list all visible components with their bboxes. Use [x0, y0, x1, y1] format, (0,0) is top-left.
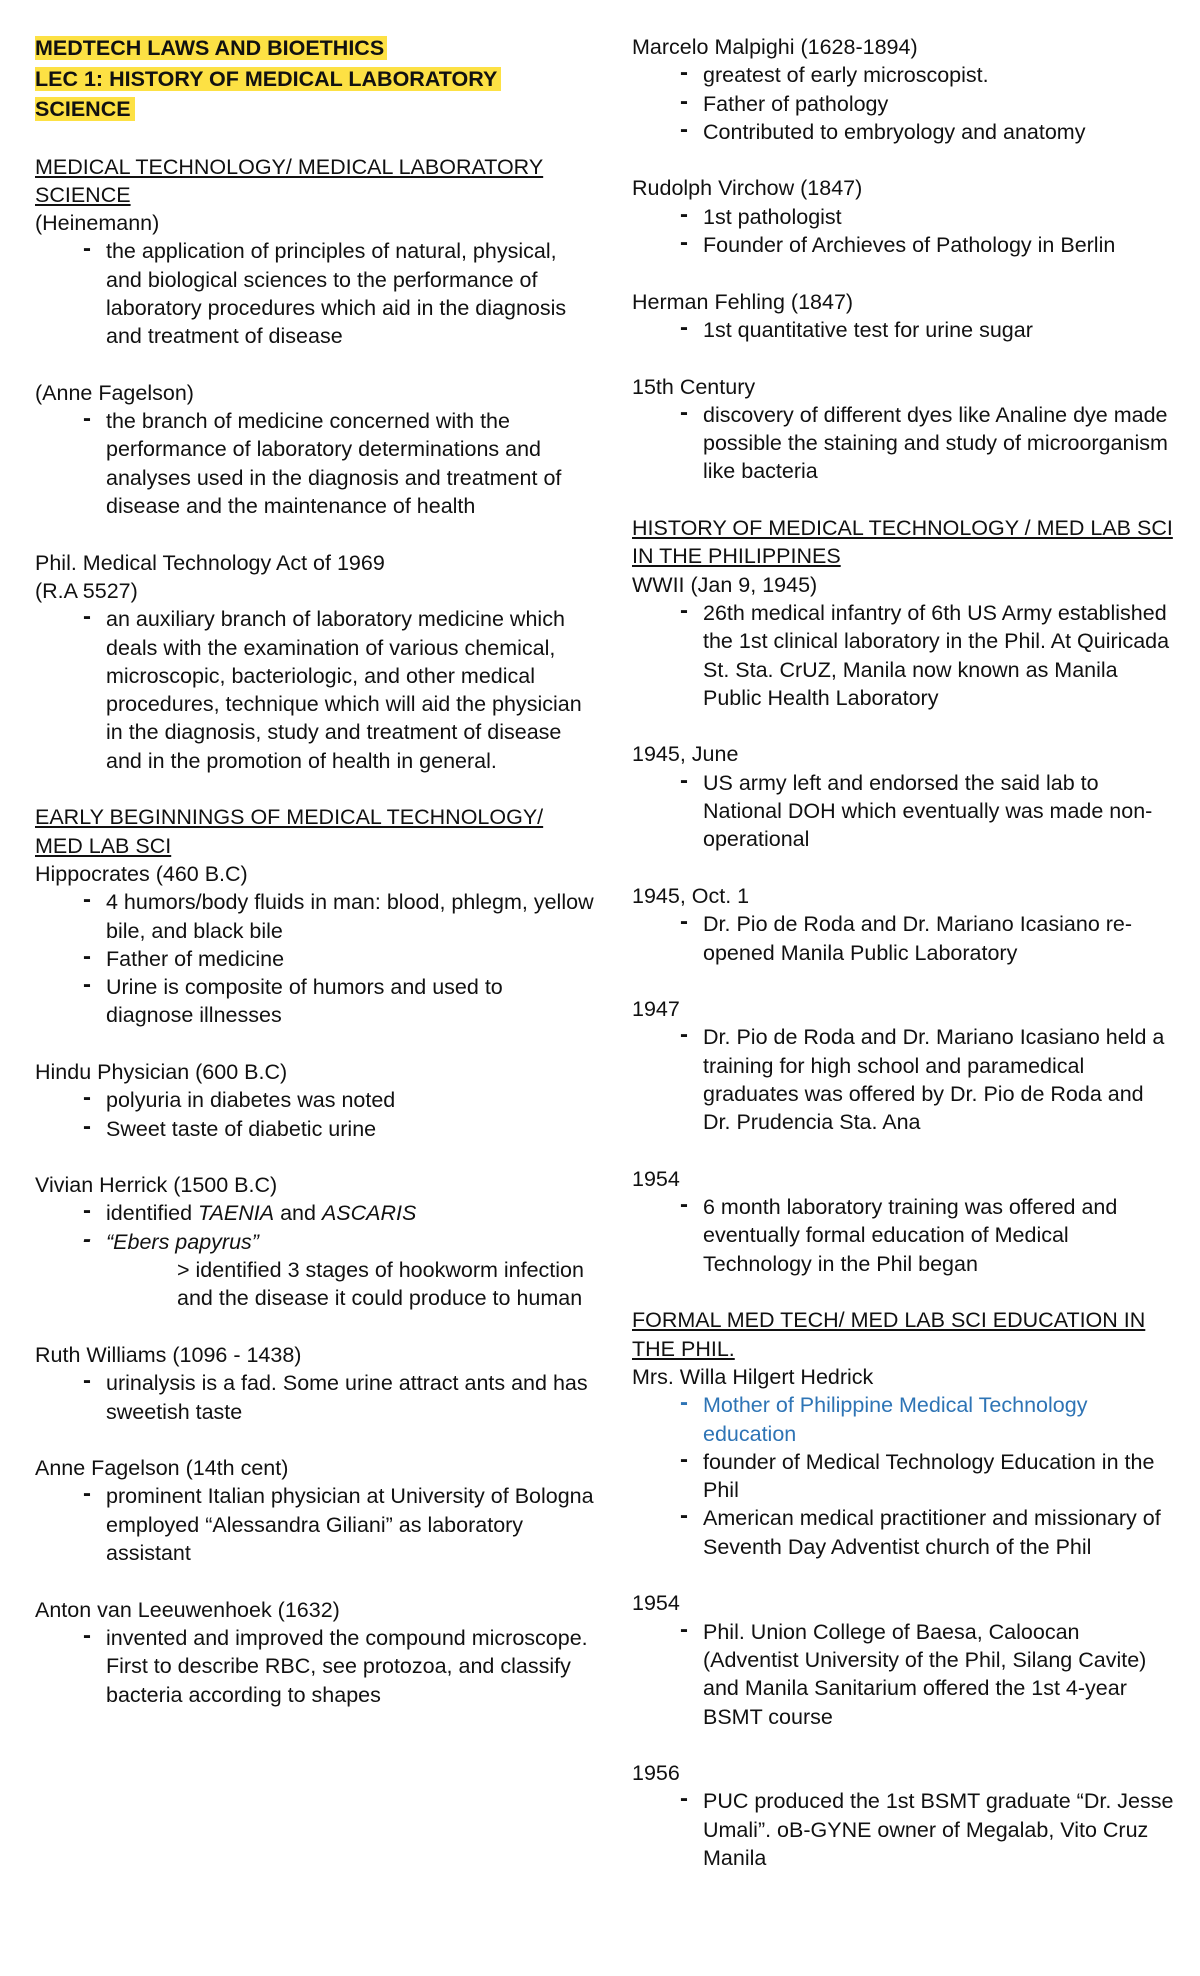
herrick-subnote-text: > identified 3 stages of hookworm infection and the disease it could produce to human	[177, 1258, 584, 1311]
ra-list	[35, 605, 595, 775]
list-item: - Dr. Pio de Roda and Dr. Mariano Icasiano re-opened Manila Public Laboratory	[703, 910, 1177, 967]
list-item: - Founder of Archieves of Pathology in Berlin	[703, 231, 1177, 259]
oct1945-label: 1945, Oct. 1	[632, 883, 750, 908]
list-item: - Dr. Pio de Roda and Dr. Mariano Icasiano held a training for high school and paramedical graduates was offered by Dr. Pio de Roda and Dr. Prudencia Sta. Ana	[703, 1023, 1177, 1136]
malpighi-label: Marcelo Malpighi (1628-1894)	[632, 35, 918, 59]
list-item: - 1st pathologist	[703, 203, 1177, 231]
list-item: - 26th medical infantry of 6th US Army established the 1st clinical laboratory in the Phil. At Quiricada St. Sta. CrUZ, Manila now known as Manila Public Health Laboratory	[703, 599, 1177, 712]
list-item: - greatest of early microscopist.	[703, 61, 1177, 89]
ra-number: (R.A 5527)	[35, 578, 138, 603]
right-column	[632, 33, 1177, 1872]
list-item: - founder of Medical Technology Education in the Phil	[703, 1448, 1177, 1505]
fagelson-list	[35, 407, 595, 520]
fagelson14-label: Anne Fagelson (14th cent)	[35, 1456, 289, 1481]
list-item: - 4 humors/body fluids in man: blood, phlegm, yellow bile, and black bile	[106, 888, 595, 945]
list-item: - US army left and endorsed the said lab to National DOH which eventually was made non-operational	[703, 769, 1177, 854]
fagelson14-list	[35, 1482, 595, 1567]
virchow-label: Rudolph Virchow (1847)	[632, 176, 863, 201]
list-item: - invented and improved the compound microscope. First to describe RBC, see protozoa, and classify bacteria according to shapes	[106, 1624, 595, 1709]
philippines-history-heading: HISTORY OF MEDICAL TECHNOLOGY / MED LAB SCI IN THE PHILIPPINES	[632, 516, 1173, 569]
oct1945-list	[632, 910, 1177, 967]
virchow-list	[632, 203, 1177, 260]
list-item: - 1st quantitative test for urine sugar	[703, 316, 1177, 344]
formal-education-heading: FORMAL MED TECH/ MED LAB SCI EDUCATION IN THE PHIL.	[632, 1308, 1146, 1361]
leeuwenhoek-list	[35, 1624, 595, 1709]
wwii-list	[632, 599, 1177, 712]
hindu-list	[35, 1086, 595, 1143]
herrick-subnote	[35, 1256, 595, 1313]
list-item: - discovery of different dyes like Analine dye made possible the staining and study of microorganism like bacteria	[703, 401, 1177, 486]
early-beginnings-heading: EARLY BEGINNINGS OF MEDICAL TECHNOLOGY/ MED LAB SCI	[35, 805, 544, 858]
hippocrates-label: Hippocrates (460 B.C)	[35, 861, 248, 886]
list-item: - Urine is composite of humors and used to diagnose illnesses	[106, 973, 595, 1030]
list-item: - 6 month laboratory training was offered and eventually formal education of Medical Technology in the Phil began	[703, 1193, 1177, 1278]
list-item: - American medical practitioner and missionary of Seventh Day Adventist church of the Phil	[703, 1504, 1177, 1561]
y1954b-label: 1954	[632, 1591, 680, 1616]
herrick-item-and: and	[274, 1201, 322, 1226]
herrick-label: Vivian Herrick (1500 B.C)	[35, 1173, 278, 1198]
list-item: - the branch of medicine concerned with the performance of laboratory determinations and analyses used in the diagnosis and treatment of disease and the maintenance of health	[106, 407, 595, 520]
fagelson-label: (Anne Fagelson)	[35, 380, 194, 405]
hedrick-label: Mrs. Willa Hilgert Hedrick	[632, 1364, 874, 1389]
list-item: - prominent Italian physician at University of Bologna employed “Alessandra Giliani” as laboratory assistant	[106, 1482, 595, 1567]
fehling-list	[632, 316, 1177, 344]
june1945-list	[632, 769, 1177, 854]
list-item: - an auxiliary branch of laboratory medicine which deals with the examination of various chemical, microscopic, bacteriologic, and other medical procedures, technique which will aid the physician in the diagnosis, study and treatment of disease and in the promotion of health in general.	[106, 605, 595, 775]
list-item: - Father of pathology	[703, 90, 1177, 118]
heinemann-list	[35, 237, 595, 350]
title-line-1: MEDTECH LAWS AND BIOETHICS	[35, 36, 387, 60]
century15-label: 15th Century	[632, 374, 756, 399]
y1954a-list	[632, 1193, 1177, 1278]
y1956-label: 1956	[632, 1761, 680, 1786]
list-item: - Father of medicine	[106, 945, 595, 973]
list-item: - urinalysis is a fad. Some urine attract ants and has sweetish taste	[106, 1369, 595, 1426]
left-column	[35, 33, 595, 1709]
herrick-list	[35, 1199, 595, 1256]
definition-heading: MEDICAL TECHNOLOGY/ MEDICAL LABORATORY SCIENCE	[35, 154, 544, 207]
list-item	[106, 1199, 595, 1227]
heinemann-label: (Heinemann)	[35, 211, 160, 236]
list-item: - Mother of Philippine Medical Technology education	[703, 1391, 1177, 1448]
list-item: - PUC produced the 1st BSMT graduate “Dr. Jesse Umali”. oB-GYNE owner of Megalab, Vito Cruz Manila	[703, 1787, 1177, 1872]
ra-label: Phil. Medical Technology Act of 1969	[35, 550, 385, 575]
fehling-label: Herman Fehling (1847)	[632, 289, 854, 314]
herrick-item-text: identified	[106, 1201, 199, 1226]
y1954a-label: 1954	[632, 1166, 680, 1191]
list-item: - Contributed to embryology and anatomy	[703, 118, 1177, 146]
title-line-2: LEC 1: HISTORY OF MEDICAL LABORATORY SCIENCE	[35, 67, 501, 122]
document-title	[35, 33, 595, 125]
malpighi-list	[632, 61, 1177, 146]
hippocrates-list	[35, 888, 595, 1029]
ebers-papyrus-item: - “Ebers papyrus”	[106, 1228, 595, 1256]
leeuwenhoek-label: Anton van Leeuwenhoek (1632)	[35, 1597, 340, 1622]
century15-list	[632, 401, 1177, 486]
list-item: - Phil. Union College of Baesa, Caloocan (Adventist University of the Phil, Silang Cavite) and Manila Sanitarium offered the 1st 4-year BSMT course	[703, 1618, 1177, 1731]
williams-label: Ruth Williams (1096 - 1438)	[35, 1342, 302, 1367]
june1945-label: 1945, June	[632, 742, 739, 767]
list-item: - the application of principles of natural, physical, and biological sciences to the performance of laboratory procedures which aid in the diagnosis and treatment of disease	[106, 237, 595, 350]
list-item: - Sweet taste of diabetic urine	[106, 1115, 595, 1143]
taenia-text: TAENIA	[198, 1201, 275, 1226]
y1947-label: 1947	[632, 997, 680, 1022]
y1947-list	[632, 1023, 1177, 1136]
wwii-label: WWII (Jan 9, 1945)	[632, 572, 818, 597]
list-item: - polyuria in diabetes was noted	[106, 1086, 595, 1114]
y1954b-list	[632, 1618, 1177, 1731]
y1956-list	[632, 1787, 1177, 1872]
ascaris-text: ASCARIS	[321, 1201, 417, 1226]
hedrick-list	[632, 1391, 1177, 1561]
williams-list	[35, 1369, 595, 1426]
hindu-label: Hindu Physician (600 B.C)	[35, 1060, 288, 1084]
